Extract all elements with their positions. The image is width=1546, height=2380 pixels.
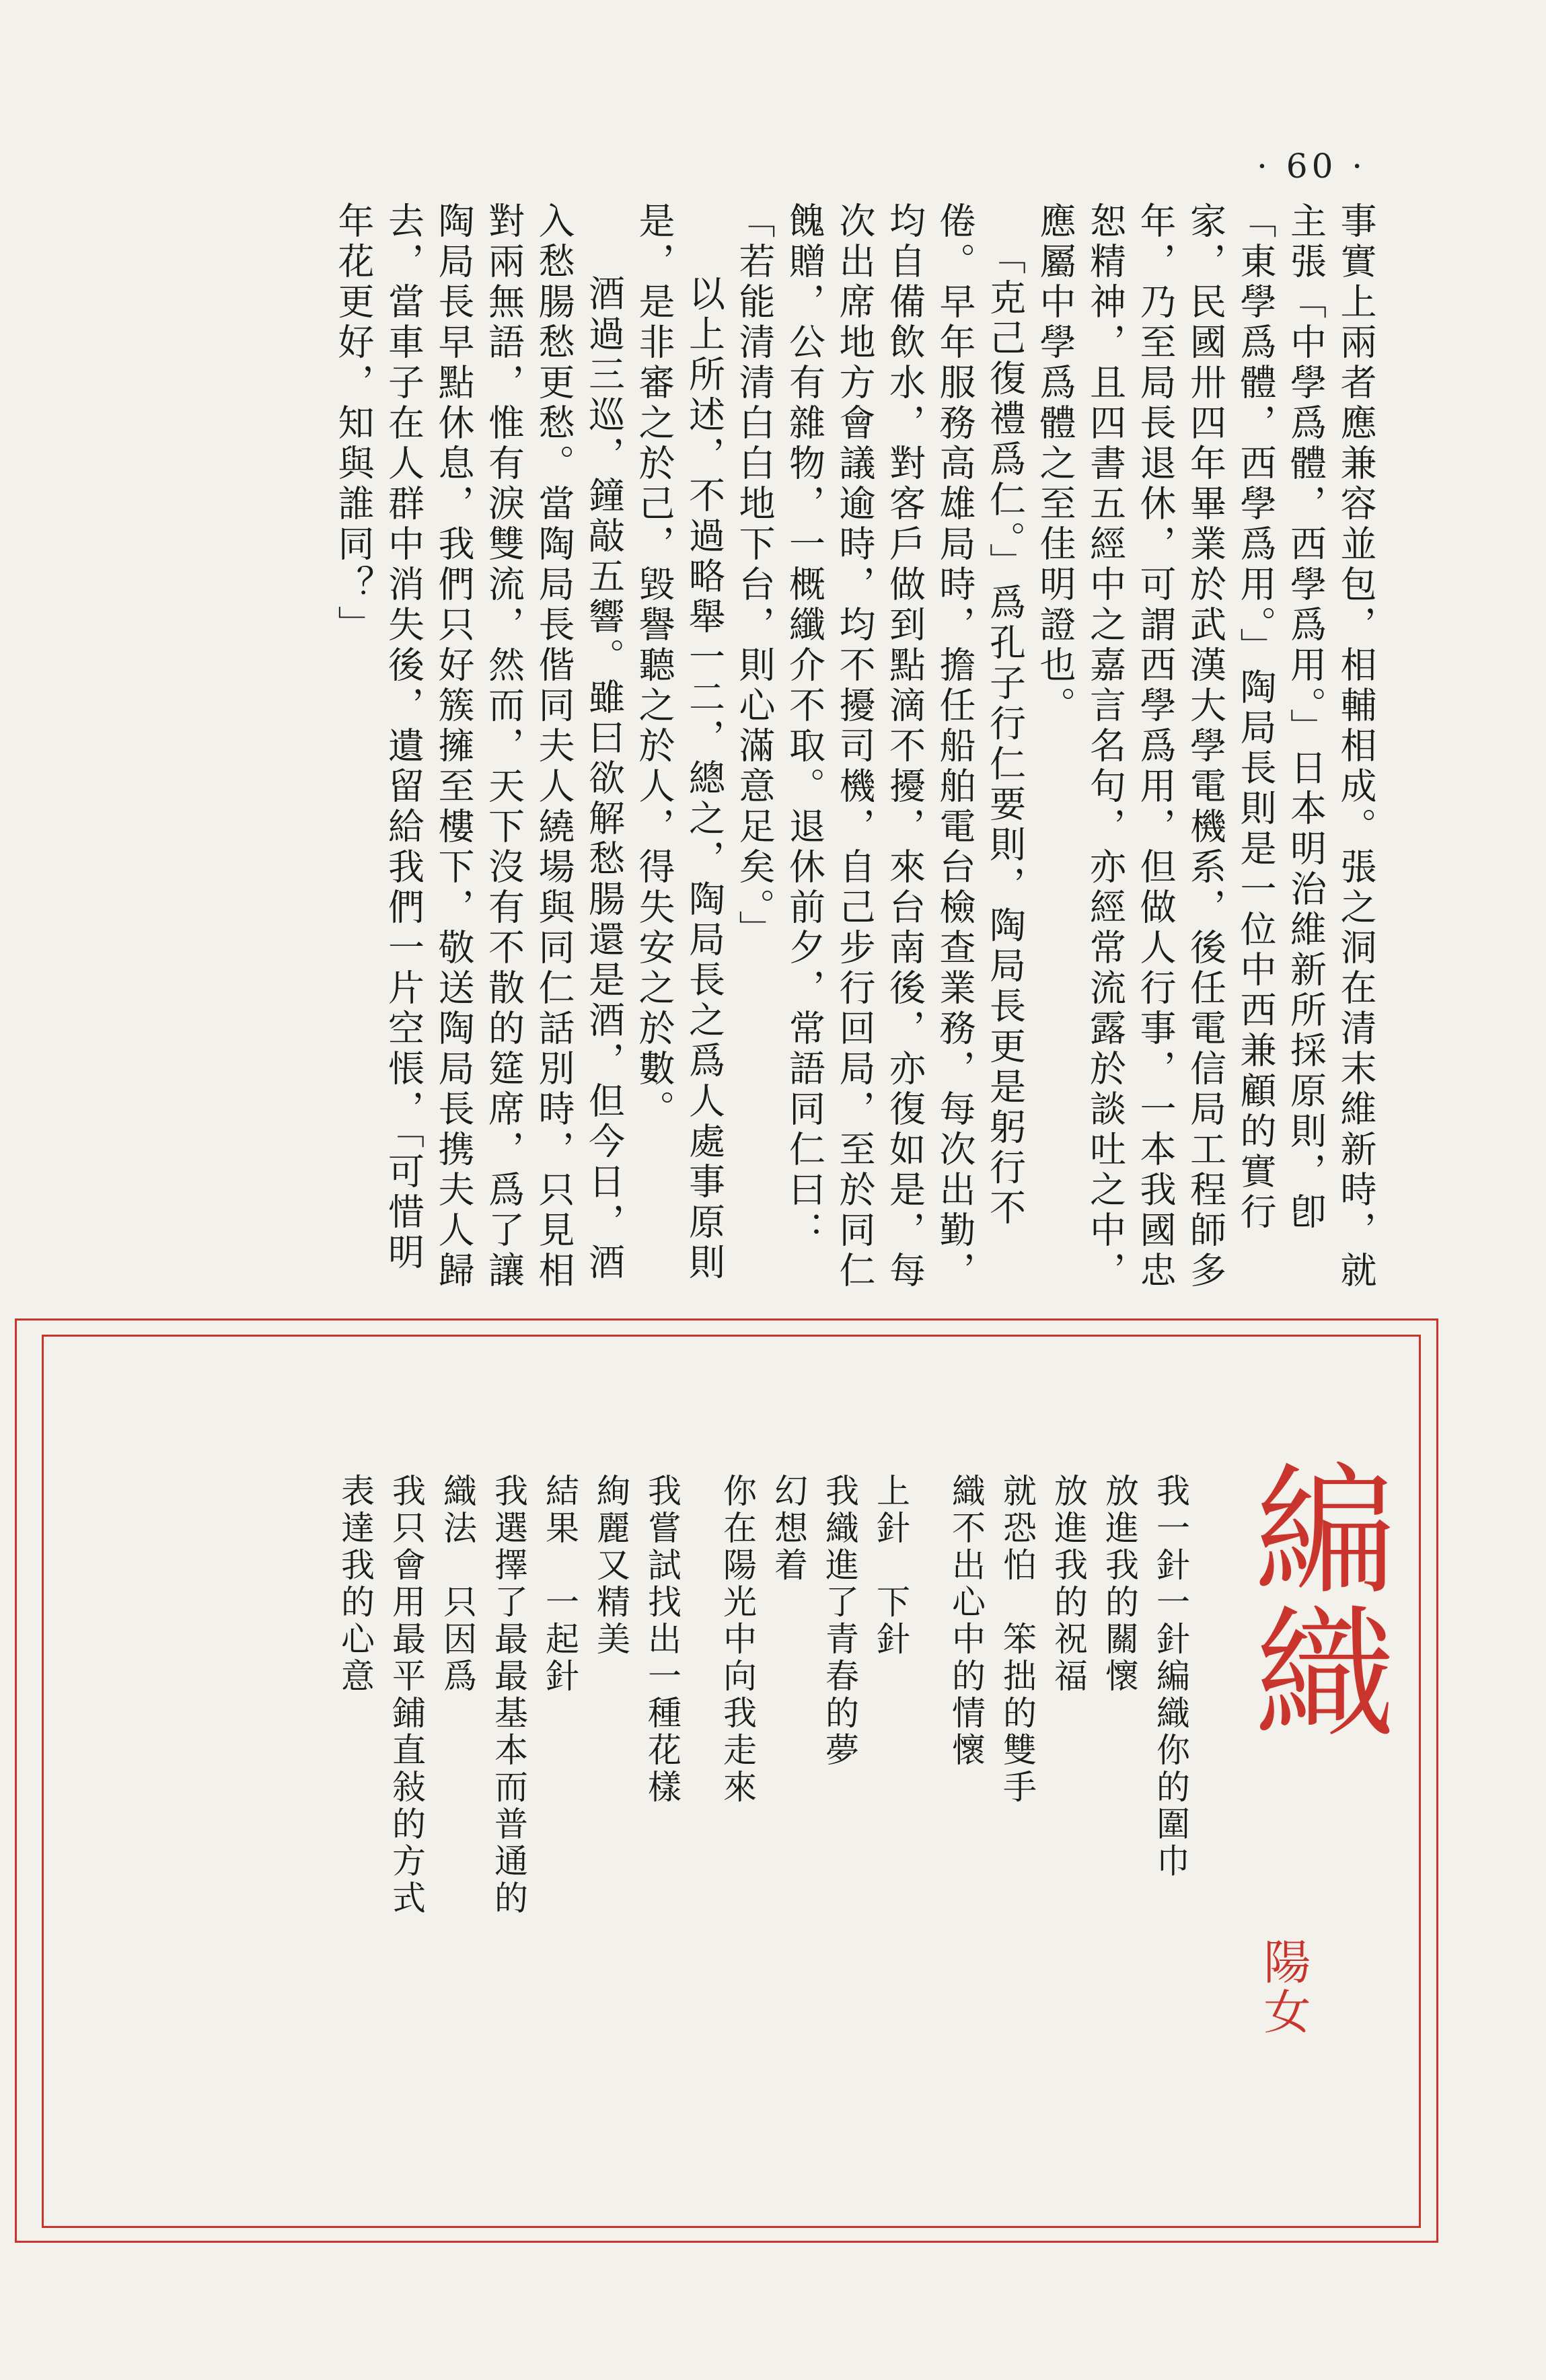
poem-line: 絢麗又精美 [591, 1473, 630, 1658]
poem-line: 放進我的祝福 [1049, 1473, 1088, 1695]
poem-line: 表達我的心意 [336, 1473, 375, 1695]
poem-line: 我嘗試找出一種花樣 [642, 1473, 682, 1806]
page-number: · 60 · [1257, 147, 1367, 186]
poem-line: 我織進了青春的夢 [820, 1473, 859, 1769]
poem-line: 我選擇了最最基本而普通的 [489, 1473, 528, 1917]
stanza-gap [916, 1473, 941, 2200]
article-body [328, 202, 1381, 1292]
poem-line: 幻想着 [769, 1473, 808, 1584]
poem-line: 結果 一起針 [540, 1473, 579, 1695]
poem-line: 放進我的關懷 [1100, 1473, 1139, 1695]
poem-title: 編織 [1231, 1456, 1396, 1742]
article-paragraph: 酒過三巡，鐘敲五響。雖曰欲解愁腸還是酒，但今日，酒入愁腸愁更愁。當陶局長偕同夫人繞場與同仁話別時，只見相對兩無語，惟有淚雙流，然而，天下沒有不散的筵席，爲了讓陶局長早點休息，我們只好簇擁至樓下，敬送陶局長携夫人歸去，當車子在人群中消失後，遺留給我們一片空悵，「可惜明年花更好，知與誰同？」 [332, 202, 626, 1292]
poem-line: 織法 只因爲 [438, 1473, 477, 1695]
stanza-gap [688, 1473, 712, 2200]
poem-line: 上針 下針 [871, 1473, 910, 1658]
poem-line: 我一針一針編織你的圍巾 [1151, 1473, 1190, 1880]
poem-author: 陽女 [1256, 1937, 1311, 2037]
poem-line: 我只會用最平鋪直敍的方式 [387, 1473, 426, 1917]
article-paragraph: 「克己復禮爲仁。」爲孔子行仁要則，陶局長更是躬行不倦。早年服務高雄局時，擔任船舶電台檢查業務，每次出勤，均自備飲水，對客戶做到點滴不擾，來台南後，亦復如是，每次出席地方會議逾時，均不擾司機，自己步行回局，至於同仁餽贈，公有雜物，一概纖介不取。退休前夕，常語同仁曰：「若能清清白白地下台，則心滿意足矣。」 [733, 202, 1027, 1292]
article-paragraph: 事實上兩者應兼容並包，相輔相成。張之洞在清末維新時，就主張「中學爲體，西學爲用。」日本明治維新所採原則，卽「東學爲體，西學爲用。」陶局長則是一位中西兼顧的實行家，民國卅四年畢業於武漢大學電機系，後任電信局工程師多年，乃至局長退休，可謂西學爲用，但做人行事，一本我國忠恕精神，且四書五經中之嘉言名句，亦經常流露於談吐之中，應屬中學爲體之至佳明證也。 [1034, 202, 1377, 1292]
article-paragraph: 以上所述，不過略舉一二，總之，陶局長之爲人處事原則是，是非審之於己，毀譽聽之於人，得失安之於數。 [633, 202, 726, 1284]
poem-line: 織不出心中的情懷 [947, 1473, 986, 1769]
poem-line: 就恐怕 笨拙的雙手 [998, 1473, 1037, 1806]
poem-line: 你在陽光中向我走來 [718, 1473, 757, 1806]
poem-body [330, 1473, 1196, 2200]
